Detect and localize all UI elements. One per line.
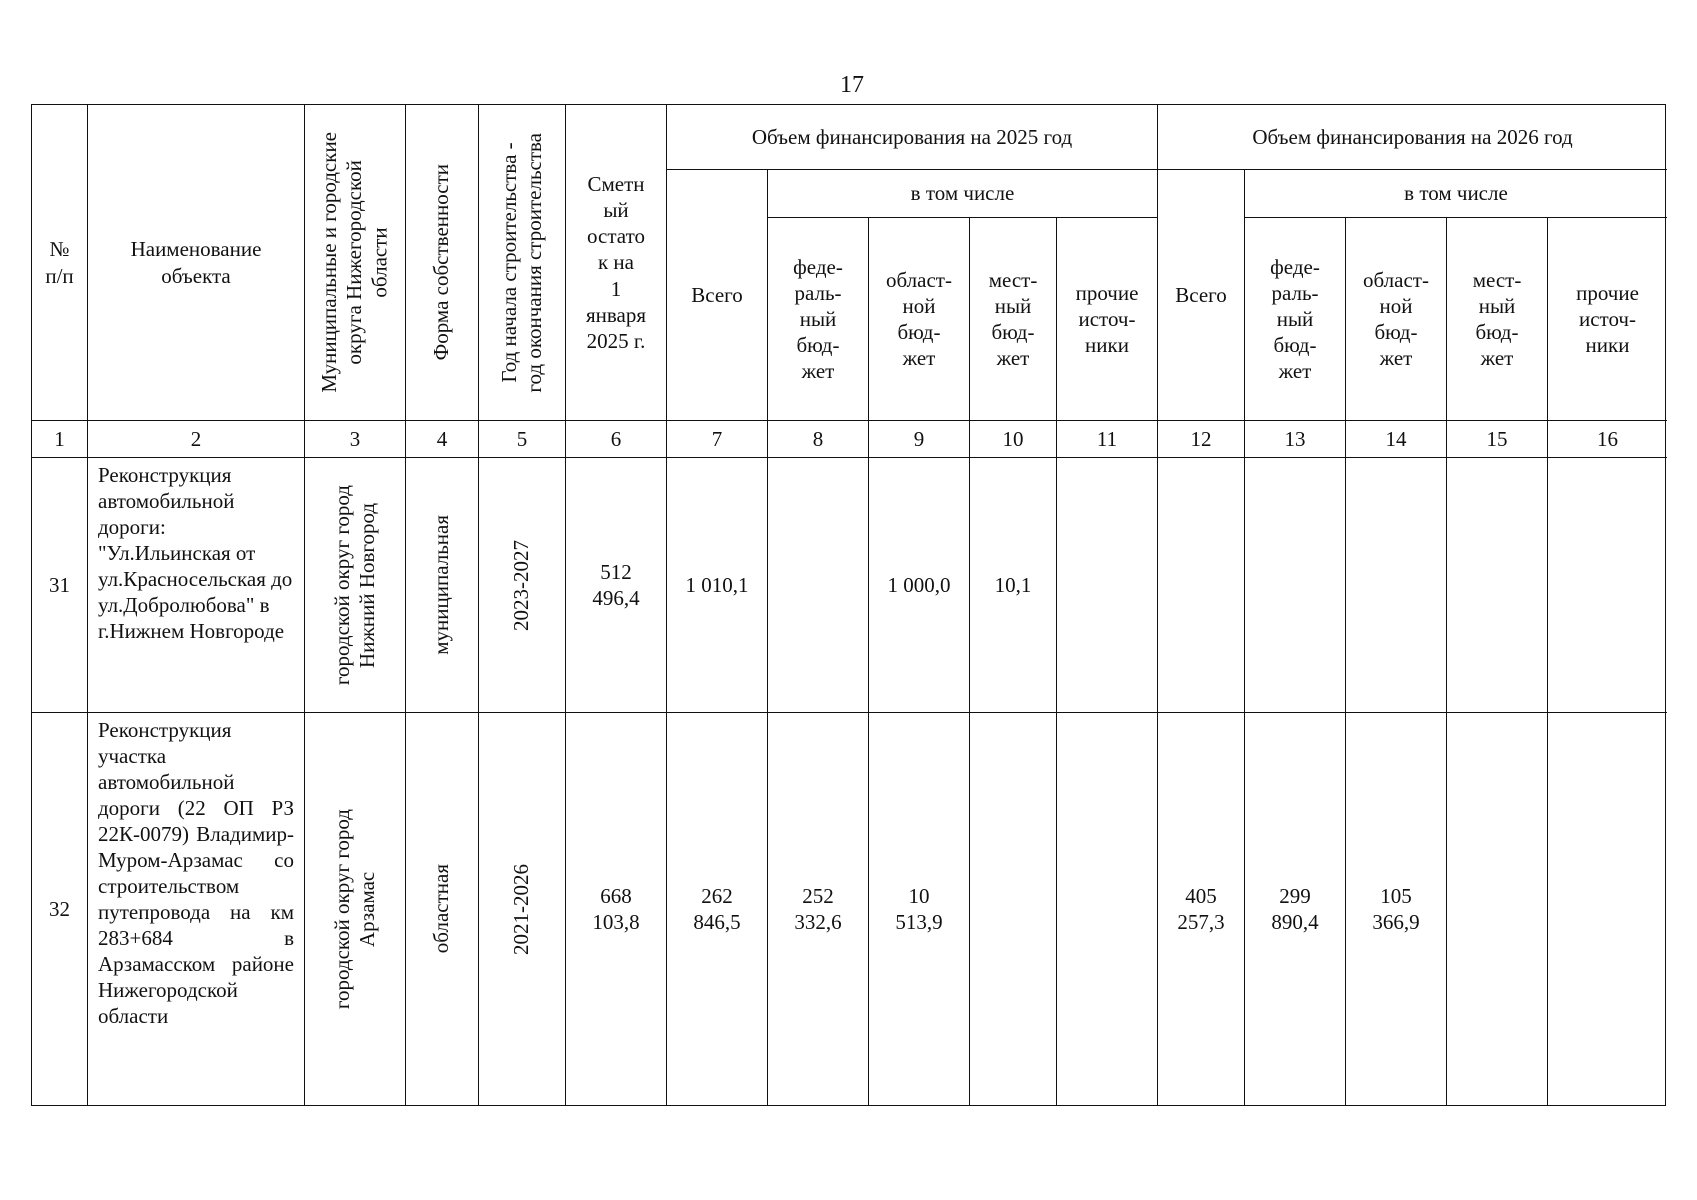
column-number: 9 bbox=[869, 421, 970, 458]
municipality-text: городской округ город Арзамас bbox=[329, 808, 379, 1010]
object-name-text: Реконструкция участка автомобильной дороги (22 ОП РЗ 22К-0079) Владимир-Муром-Арзамас со строительством путепровода на км 283+684 в Арзамасском районе Нижегородской области bbox=[98, 718, 294, 1029]
header-other-sources-2026: прочие источ- ники bbox=[1548, 218, 1667, 421]
header-other-sources-2025: прочие источ- ники bbox=[1057, 218, 1158, 421]
table-row-other-2025 bbox=[1057, 458, 1158, 713]
table-row-number: 32 bbox=[32, 713, 88, 1105]
table-row-municipality bbox=[305, 458, 406, 713]
header-ownership-text: Форма собственности bbox=[429, 164, 454, 361]
header-ownership bbox=[406, 105, 479, 421]
header-including-2025: в том числе bbox=[768, 170, 1158, 218]
table-row-federal-2025 bbox=[768, 458, 869, 713]
table-row-object-name bbox=[88, 713, 305, 1105]
column-number: 1 bbox=[32, 421, 88, 458]
object-name-text: Реконструкция автомобильной дороги: "Ул.Ильинская от ул.Красносельская до ул.Добролюбова" в г.Нижнем Новгороде bbox=[98, 463, 293, 644]
header-financing-2025: Объем финансирования на 2025 год bbox=[667, 105, 1158, 170]
table-row-total-2026 bbox=[1158, 458, 1245, 713]
table-row-total-2025: 262 846,5 bbox=[667, 713, 768, 1105]
table-row-estimate-remainder: 668 103,8 bbox=[566, 713, 667, 1105]
column-number: 12 bbox=[1158, 421, 1245, 458]
header-total-2025: Всего bbox=[667, 170, 768, 421]
years-text: 2021-2026 bbox=[509, 863, 534, 955]
table-row-ownership bbox=[406, 713, 479, 1105]
table-row-federal-2026 bbox=[1245, 458, 1346, 713]
municipality-text: городской округ город Нижний Новгород bbox=[329, 484, 379, 686]
table-row-other-2026 bbox=[1548, 713, 1667, 1105]
header-regional-budget-2026: област- ной бюд- жет bbox=[1346, 218, 1447, 421]
table-row-regional-2025: 10 513,9 bbox=[869, 713, 970, 1105]
header-number: № п/п bbox=[32, 105, 88, 421]
table-row-municipality bbox=[305, 713, 406, 1105]
column-number: 7 bbox=[667, 421, 768, 458]
table-row-estimate-remainder: 512 496,4 bbox=[566, 458, 667, 713]
table-row-local-2025 bbox=[970, 713, 1057, 1105]
years-text: 2023-2027 bbox=[509, 539, 534, 631]
table-row-local-2025: 10,1 bbox=[970, 458, 1057, 713]
column-number: 2 bbox=[88, 421, 305, 458]
table-row-regional-2025: 1 000,0 bbox=[869, 458, 970, 713]
table-row-federal-2026: 299 890,4 bbox=[1245, 713, 1346, 1105]
table-row-local-2026 bbox=[1447, 713, 1548, 1105]
table-row-years bbox=[479, 458, 566, 713]
ownership-text: областная bbox=[429, 864, 454, 954]
column-number: 11 bbox=[1057, 421, 1158, 458]
page-number: 17 bbox=[840, 72, 864, 98]
table-row-federal-2025: 252 332,6 bbox=[768, 713, 869, 1105]
header-object-name: Наименование объекта bbox=[88, 105, 305, 421]
header-financing-2026: Объем финансирования на 2026 год bbox=[1158, 105, 1667, 170]
financing-table-grid bbox=[32, 105, 1665, 1105]
header-regional-budget-2025: област- ной бюд- жет bbox=[869, 218, 970, 421]
column-number: 6 bbox=[566, 421, 667, 458]
table-row-object-name bbox=[88, 458, 305, 713]
column-number: 8 bbox=[768, 421, 869, 458]
column-number: 3 bbox=[305, 421, 406, 458]
table-row-total-2025: 1 010,1 bbox=[667, 458, 768, 713]
table-row-years bbox=[479, 713, 566, 1105]
table-row-regional-2026: 105 366,9 bbox=[1346, 713, 1447, 1105]
header-local-budget-2026: мест- ный бюд- жет bbox=[1447, 218, 1548, 421]
header-construction-years bbox=[479, 105, 566, 421]
table-row-regional-2026 bbox=[1346, 458, 1447, 713]
financing-table bbox=[31, 104, 1666, 1106]
table-row-total-2026: 405 257,3 bbox=[1158, 713, 1245, 1105]
column-number: 4 bbox=[406, 421, 479, 458]
header-local-budget-2025: мест- ный бюд- жет bbox=[970, 218, 1057, 421]
column-number: 15 bbox=[1447, 421, 1548, 458]
header-estimate-remainder: Сметн ый остато к на 1 января 2025 г. bbox=[566, 105, 667, 421]
column-number: 16 bbox=[1548, 421, 1667, 458]
header-total-2026: Всего bbox=[1158, 170, 1245, 421]
column-number: 13 bbox=[1245, 421, 1346, 458]
table-row-ownership bbox=[406, 458, 479, 713]
header-including-2026: в том числе bbox=[1245, 170, 1667, 218]
column-number: 10 bbox=[970, 421, 1057, 458]
header-construction-years-text: Год начала строительства - год окончания строительства bbox=[496, 132, 546, 393]
table-row-local-2026 bbox=[1447, 458, 1548, 713]
column-number: 14 bbox=[1346, 421, 1447, 458]
table-row-number: 31 bbox=[32, 458, 88, 713]
header-federal-budget-2025: феде- раль- ный бюд- жет bbox=[768, 218, 869, 421]
ownership-text: муниципальная bbox=[429, 515, 454, 655]
header-municipality bbox=[305, 105, 406, 421]
table-row-other-2026 bbox=[1548, 458, 1667, 713]
table-row-other-2025 bbox=[1057, 713, 1158, 1105]
column-number: 5 bbox=[479, 421, 566, 458]
header-municipality-text: Муниципальные и городские округа Нижегородской области bbox=[317, 132, 392, 393]
header-federal-budget-2026: феде- раль- ный бюд- жет bbox=[1245, 218, 1346, 421]
